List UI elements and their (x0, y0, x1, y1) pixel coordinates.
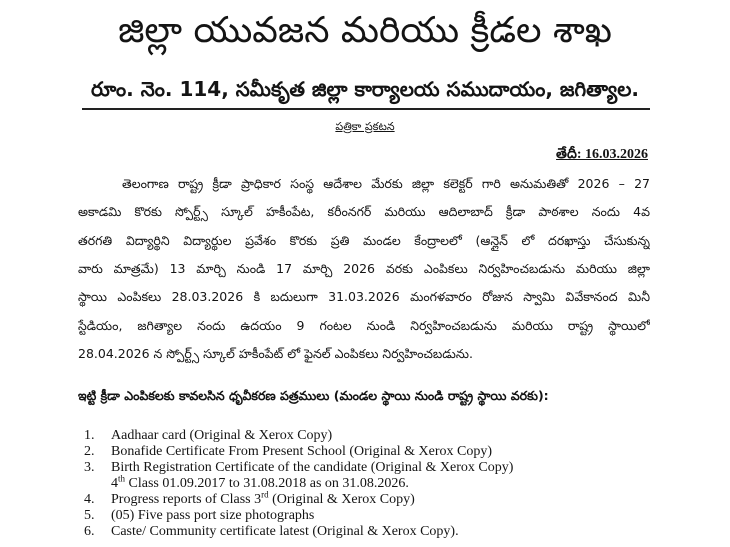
item-text: Bonafide Certificate From Present School (Original & Xerox Copy) (111, 444, 493, 459)
body-line: స్థాయి ఎంపికలు 28.03.2026 కి బదులుగా 31.03.2026 మంగళవారం రోజున స్వామి వివేకానంద మినీ (78, 289, 650, 304)
department-title: జిల్లా యువజన మరియు క్రీడల శాఖ (118, 10, 612, 51)
item-number: 5. (84, 508, 95, 523)
item-number: 2. (84, 444, 95, 459)
press-release-label: పత్రికా ప్రకటన (335, 120, 395, 133)
item-text: (Original & Xerox Copy) (268, 492, 415, 507)
item-text: Caste/ Community certificate latest (Original & Xerox Copy). (111, 524, 459, 539)
list-item (78, 489, 513, 508)
body-line: వారు మాత్రమే) 13 మార్చి నుండి 17 మార్చి 2026 వరకు ఎంపికలు నిర్వహించబడును మరియు జిల్లా (78, 261, 650, 276)
item-text: Aadhaar card (Original & Xerox Copy) (111, 428, 333, 443)
body-line: స్టేడియం, జగిత్యాల నందు ఉదయం 9 గంటల నుండి నిర్వహించబడును మరియు రాష్ట్ర స్థాయిలో (78, 318, 650, 333)
item-superscript: th (118, 473, 126, 484)
list-item (78, 508, 513, 524)
press-release-heading (0, 118, 730, 136)
item-number: 3. (84, 460, 95, 475)
body-line: 28.04.2026 న స్పోర్ట్స్ స్కూల్ హకీంపేట్ లో ఫైనల్ ఎంపికలు నిర్వహించబడును. (78, 346, 473, 361)
item-number: 1. (84, 428, 95, 443)
item-subtext: Class 01.09.2017 to 31.08.2018 as on 31.08.2026. (125, 476, 409, 491)
office-address: రూం. నెం. 114, సమీకృత జిల్లా కార్యాలయ సముదాయం, జగిత్యాల. (91, 77, 639, 101)
item-text: (05) Five pass port size photographs (111, 508, 315, 523)
documents-list (78, 428, 513, 540)
item-superscript: rd (261, 489, 269, 500)
item-text: Progress reports of Class 3 (111, 492, 262, 507)
list-item (78, 444, 513, 460)
body-line: అకాడమి కొరకు స్పోర్ట్స్ స్కూల్ హకీంపేట, కరీంనగర్ మరియు ఆదిలాబాద్ క్రీడా పాఠశాల నందు 4వ (78, 204, 650, 219)
list-item (78, 428, 513, 444)
item-number: 6. (84, 524, 95, 539)
documents-heading: ఇట్టి క్రీడా ఎంపికలకు కావలసిన ధృవీకరణ పత్రములు (మండల స్థాయి నుండి రాష్ట్ర స్థాయి వరకు): (78, 388, 549, 403)
header-divider (82, 108, 650, 110)
body-line: తెలంగాణ రాష్ట్ర క్రీడా ప్రాధికార సంస్థ ఆదేశాల మేరకు జిల్లా కలెక్టర్ గారి అనుమతితో 2026 – 27 (122, 176, 650, 191)
list-item (78, 460, 513, 492)
list-item (78, 524, 513, 540)
item-subtext: 4 (111, 476, 118, 491)
item-text: Birth Registration Certificate of the candidate (Original & Xerox Copy) (111, 460, 514, 475)
item-number: 4. (84, 492, 95, 507)
body-line: తరగతి విద్యార్థిని విద్యార్థుల ప్రవేశం కొరకు ప్రతి మండల కేంద్రాలలో (ఆన్లైన్ లో దరఖాస్తు చేసుకున్న (78, 233, 650, 248)
release-date: తేదీ: 16.03.2026 (556, 147, 648, 162)
